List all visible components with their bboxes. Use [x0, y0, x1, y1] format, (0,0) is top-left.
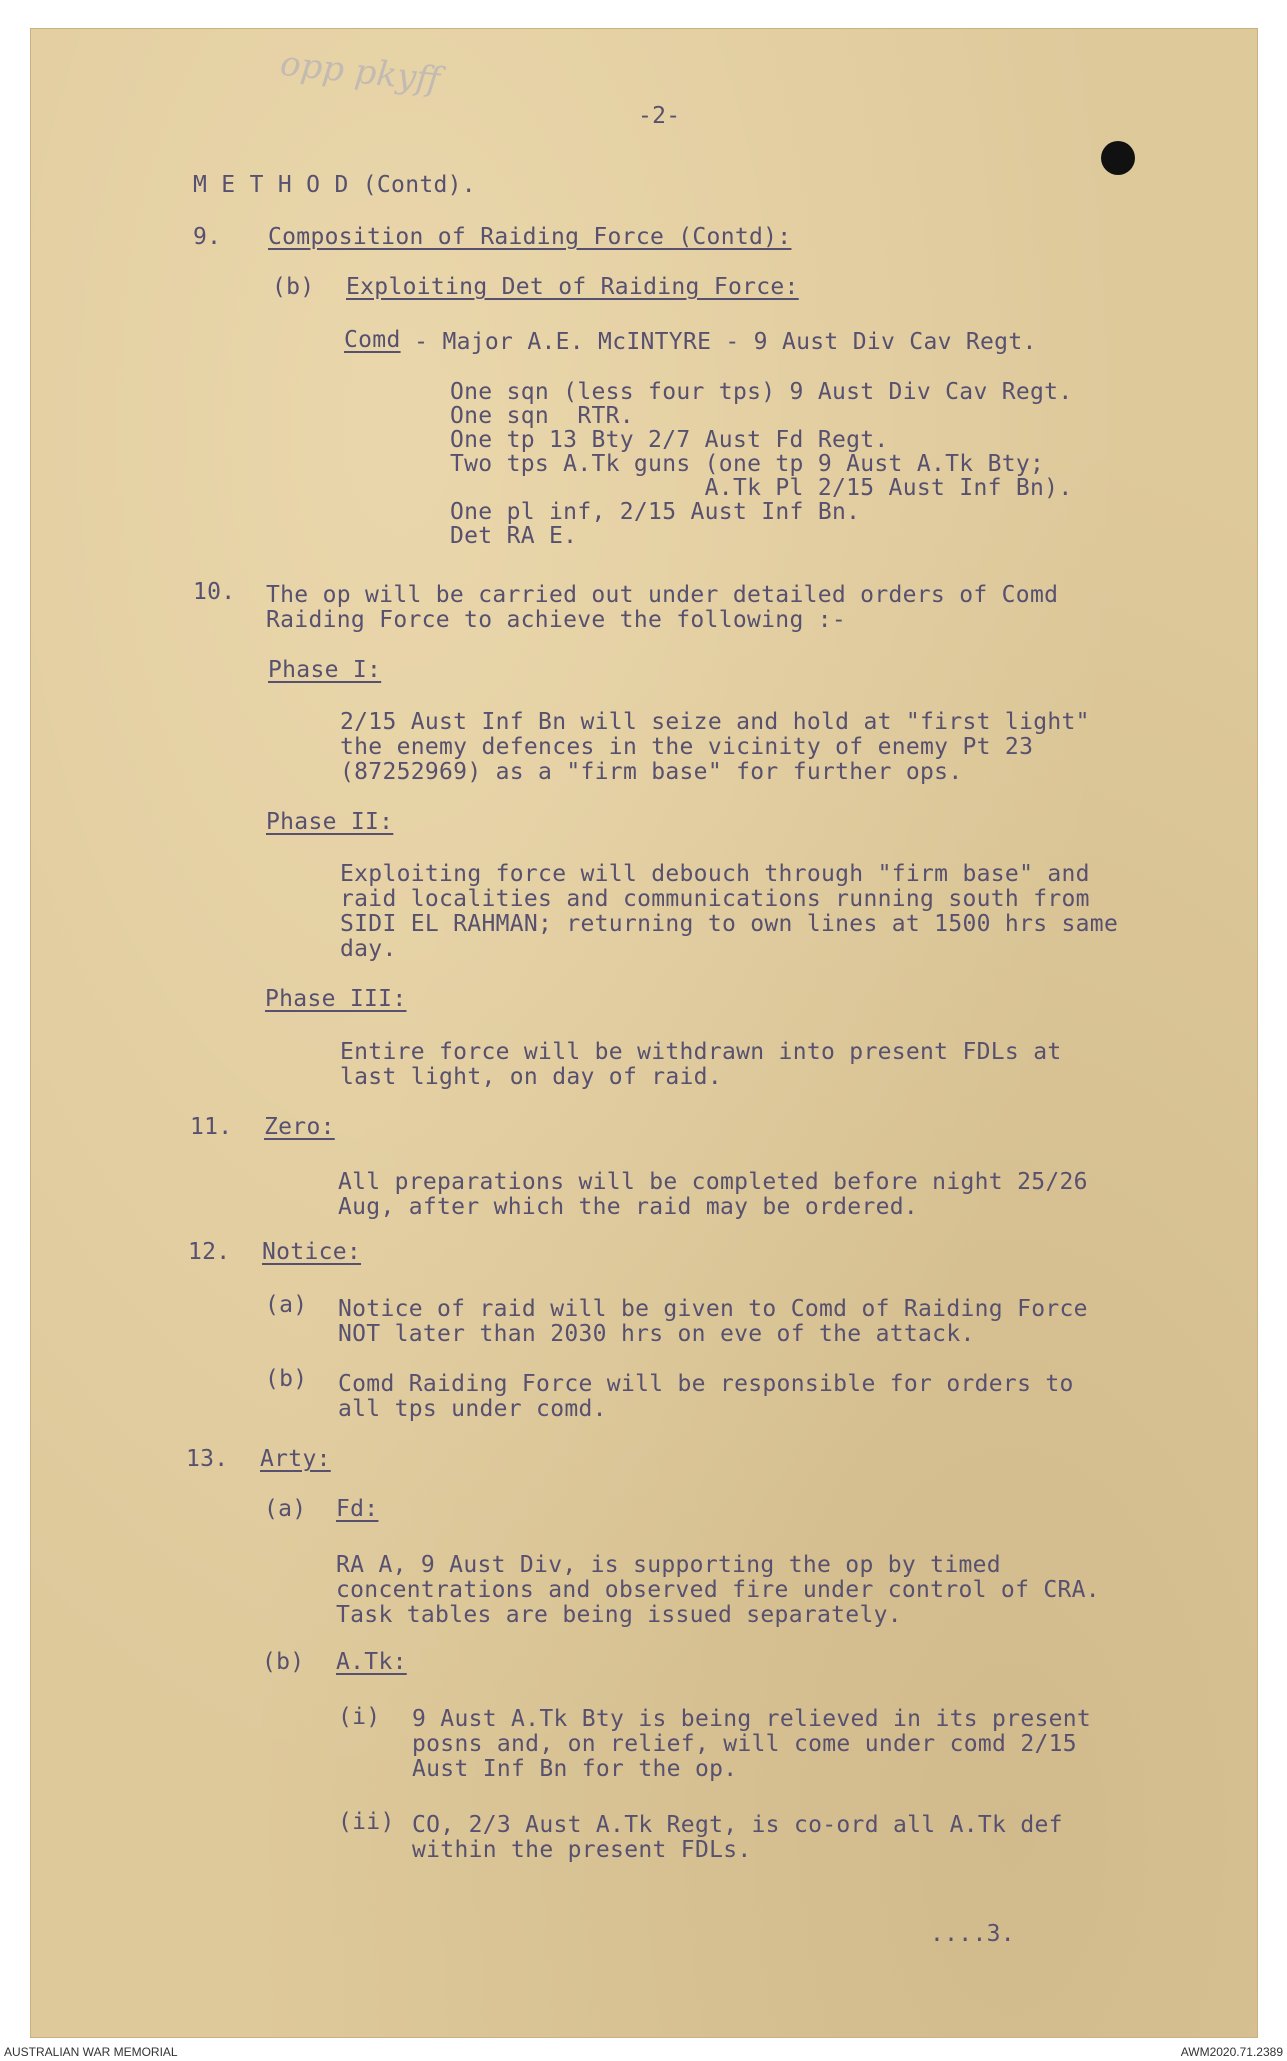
composition-line: Two tps A.Tk guns (one tp 9 Aust A.Tk Bty; [450, 451, 1045, 477]
item-13a-line: Task tables are being issued separately. [336, 1602, 902, 1628]
item-13b-label: (b) [262, 1649, 305, 1675]
item-13b-i-line: 9 Aust A.Tk Bty is being relieved in its present [412, 1706, 1092, 1732]
comd-label: Comd [344, 327, 401, 353]
phase-2-line: SIDI EL RAHMAN; returning to own lines at 1500 hrs same [340, 911, 1119, 937]
item-12-title: Notice: [262, 1239, 362, 1265]
method-heading: M E T H O D (Contd). [193, 172, 476, 198]
composition-line: A.Tk Pl 2/15 Aust Inf Bn). [450, 475, 1073, 501]
item-11-line: Aug, after which the raid may be ordered. [338, 1194, 919, 1220]
item-13b-ii-label: (ii) [338, 1809, 395, 1835]
item-9-number: 9. [193, 224, 222, 250]
composition-line: One sqn RTR. [450, 403, 634, 429]
footer-right: AWM2020.71.2389 [1180, 2045, 1283, 2059]
item-12a-line: Notice of raid will be given to Comd of Raiding Force [338, 1296, 1088, 1322]
item-10-text-line: Raiding Force to achieve the following :- [266, 607, 847, 633]
continuation-marker: ....3. [930, 1921, 1015, 1947]
phase-2-line: Exploiting force will debouch through "firm base" and [340, 861, 1090, 887]
item-13-number: 13. [186, 1446, 229, 1472]
item-9-title: Composition of Raiding Force (Contd): [268, 224, 792, 250]
item-12a-line: NOT later than 2030 hrs on eve of the attack. [338, 1321, 975, 1347]
item-13a-line: concentrations and observed fire under control of CRA. [336, 1577, 1100, 1603]
item-11-line: All preparations will be completed before night 25/26 [338, 1169, 1088, 1195]
composition-line: One pl inf, 2/15 Aust Inf Bn. [450, 499, 861, 525]
item-10-text-line: The op will be carried out under detailed orders of Comd [266, 582, 1059, 608]
item-13-title: Arty: [260, 1446, 331, 1472]
item-12b-line: Comd Raiding Force will be responsible for orders to [338, 1371, 1074, 1397]
composition-line: Det RA E. [450, 523, 578, 549]
phase-1-line: (87252969) as a "firm base" for further ops. [340, 759, 963, 785]
item-9b-label: (b) [272, 274, 315, 300]
punch-hole [1101, 141, 1135, 175]
item-13b-title: A.Tk: [336, 1649, 407, 1675]
phase-3-line: last light, on day of raid. [340, 1064, 722, 1090]
comd-text: - Major A.E. McINTYRE - 9 Aust Div Cav Regt. [400, 329, 1037, 355]
item-11-title: Zero: [264, 1114, 335, 1140]
page-number: -2- [638, 103, 681, 129]
footer-left: AUSTRALIAN WAR MEMORIAL [4, 2045, 178, 2059]
item-12b-line: all tps under comd. [338, 1396, 607, 1422]
item-11-number: 11. [190, 1114, 233, 1140]
composition-line: One sqn (less four tps) 9 Aust Div Cav Regt. [450, 379, 1073, 405]
item-13b-i-line: Aust Inf Bn for the op. [412, 1756, 738, 1782]
phase-3-line: Entire force will be withdrawn into present FDLs at [340, 1039, 1062, 1065]
composition-line: One tp 13 Bty 2/7 Aust Fd Regt. [450, 427, 889, 453]
phase-1-line: 2/15 Aust Inf Bn will seize and hold at "first light" [340, 709, 1090, 735]
item-13b-i-label: (i) [338, 1704, 381, 1730]
item-12a-label: (a) [265, 1292, 308, 1318]
item-12b-label: (b) [265, 1366, 308, 1392]
phase-2-line: raid localities and communications running south from [340, 886, 1090, 912]
item-10-number: 10. [193, 579, 236, 605]
item-12-number: 12. [188, 1239, 231, 1265]
phase-2-title: Phase II: [266, 809, 394, 835]
item-13a-line: RA A, 9 Aust Div, is supporting the op by timed [336, 1552, 1001, 1578]
item-13b-i-line: posns and, on relief, will come under comd 2/15 [412, 1731, 1077, 1757]
item-13b-ii-line: CO, 2/3 Aust A.Tk Regt, is co-ord all A.Tk def [412, 1812, 1063, 1838]
item-13a-label: (a) [264, 1496, 307, 1522]
item-13b-ii-line: within the present FDLs. [412, 1837, 752, 1863]
pencil-annotation: opp pkyff [278, 43, 443, 101]
item-13a-title: Fd: [336, 1496, 379, 1522]
phase-1-title: Phase I: [268, 657, 382, 683]
phase-1-line: the enemy defences in the vicinity of enemy Pt 23 [340, 734, 1034, 760]
phase-3-title: Phase III: [265, 986, 407, 1012]
phase-2-line: day. [340, 936, 397, 962]
item-9b-title: Exploiting Det of Raiding Force: [346, 274, 799, 300]
